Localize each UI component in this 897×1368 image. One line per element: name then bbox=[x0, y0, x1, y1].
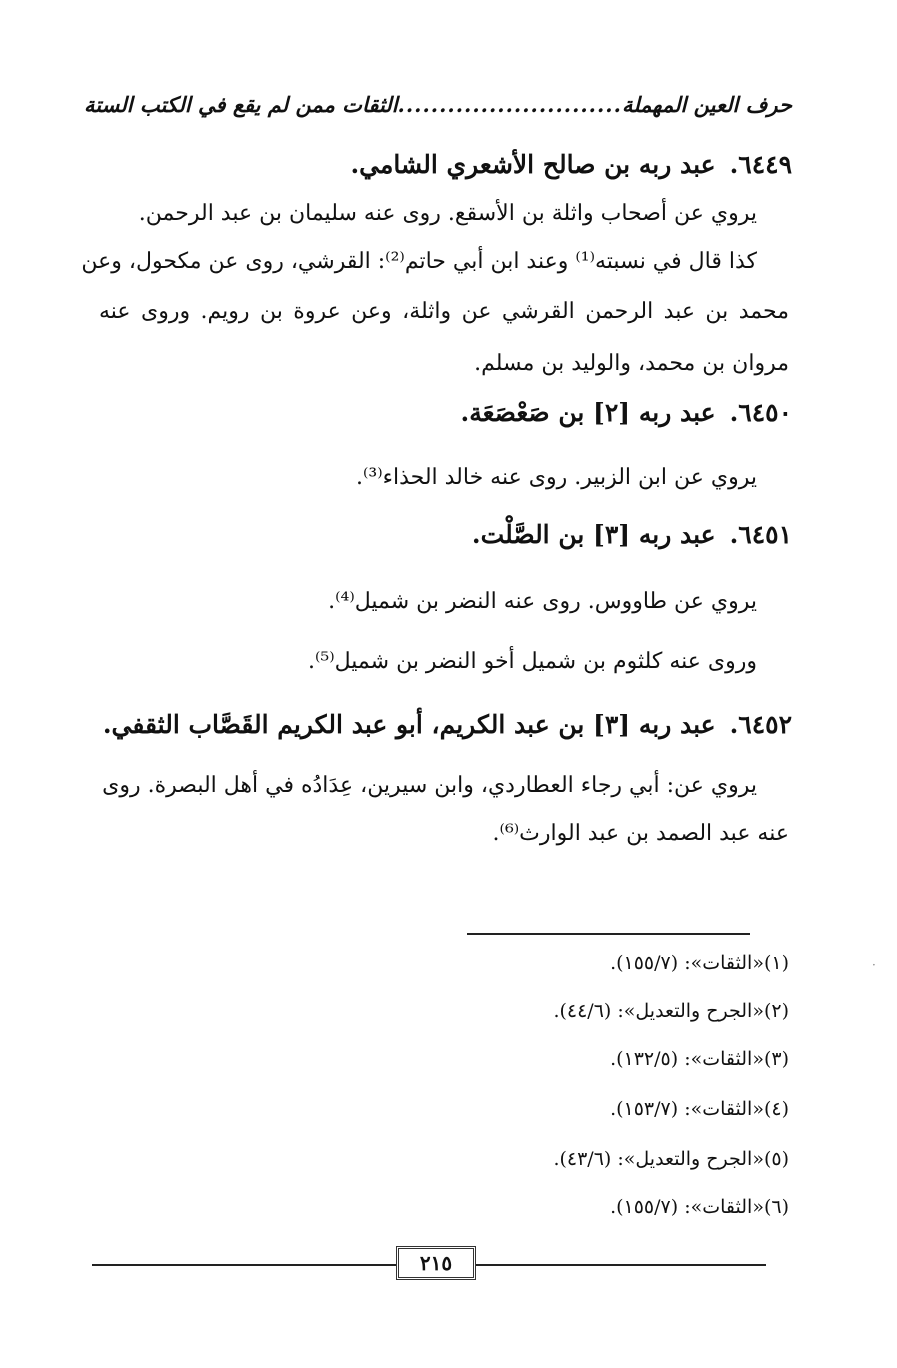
entry-number: ٦٤٥٢. bbox=[729, 710, 792, 739]
entry-name: عبد ربه بن صالح الأشعري الشامي. bbox=[350, 150, 716, 179]
entry-line: كذا قال في نسبته⁽¹⁾ وعند ابن أبي حاتم⁽²⁾: القرشي، روى عن مكحول، وعن bbox=[81, 249, 757, 274]
entry-line: عنه عبد الصمد بن عبد الوارث⁽⁶⁾. bbox=[492, 821, 789, 846]
entry-name: عبد ربه [٢] بن صَعْصَعَة. bbox=[460, 398, 716, 427]
entry-number: ٦٤٥١. bbox=[729, 520, 792, 549]
entry-title-6450 bbox=[102, 398, 792, 427]
entry-line: يروي عن طاووس. روى عنه النضر بن شميل⁽⁴⁾. bbox=[328, 589, 757, 614]
page-number bbox=[396, 1246, 476, 1280]
page-number-text: ٢١٥ bbox=[419, 1251, 453, 1275]
footnote: (٦)«الثقات»: (١٥٥/٧). bbox=[610, 1196, 789, 1218]
entry-number: ٦٤٥٠. bbox=[729, 398, 792, 427]
footnote: (٥)«الجرح والتعديل»: (٤٣/٦). bbox=[553, 1148, 789, 1170]
header-book-title: الثقات ممن لم يقع في الكتب الستة bbox=[84, 91, 398, 117]
footnote: (١)«الثقات»: (١٥٥/٧). bbox=[610, 952, 789, 974]
bottom-rule-right bbox=[476, 1264, 766, 1266]
entry-line: محمد بن عبد الرحمن القرشي عن واثلة، وعن عروة بن رويم. وروى عنه bbox=[99, 299, 789, 324]
running-header bbox=[84, 84, 792, 124]
entry-number: ٦٤٤٩. bbox=[729, 150, 792, 179]
entry-line: مروان بن محمد، والوليد بن مسلم. bbox=[474, 351, 789, 376]
entry-title-6452 bbox=[102, 710, 792, 739]
entry-name: عبد ربه [٣] بن الصَّلْت. bbox=[471, 520, 716, 549]
entry-name: عبد ربه [٣] بن عبد الكريم، أبو عبد الكريم القَصَّاب الثقفي. bbox=[102, 710, 716, 739]
footnote: (٣)«الثقات»: (١٣٢/٥). bbox=[610, 1048, 789, 1070]
entry-title-6451 bbox=[102, 520, 792, 549]
footnote: (٤)«الثقات»: (١٥٣/٧). bbox=[610, 1098, 789, 1120]
header-chapter: حرف العين المهملة bbox=[621, 91, 792, 117]
entry-title-6449 bbox=[102, 150, 792, 179]
entry-line: يروي عن: أبي رجاء العطاردي، وابن سيرين، عِدَادُه في أهل البصرة. روى bbox=[102, 773, 757, 798]
bottom-rule-left bbox=[92, 1264, 396, 1266]
entry-line: يروي عن ابن الزبير. روى عنه خالد الحذاء⁽³⁾. bbox=[355, 465, 757, 490]
entry-line: وروى عنه كلثوم بن شميل أخو النضر بن شميل⁽⁵⁾. bbox=[307, 649, 757, 674]
footnote-separator bbox=[467, 933, 750, 935]
scan-speck: · bbox=[872, 958, 876, 972]
footnote: (٢)«الجرح والتعديل»: (٤٤/٦). bbox=[553, 1000, 789, 1022]
entry-line: يروي عن أصحاب واثلة بن الأسقع. روى عنه سليمان بن عبد الرحمن. bbox=[138, 201, 757, 226]
header-dots: ........................... bbox=[397, 91, 622, 117]
